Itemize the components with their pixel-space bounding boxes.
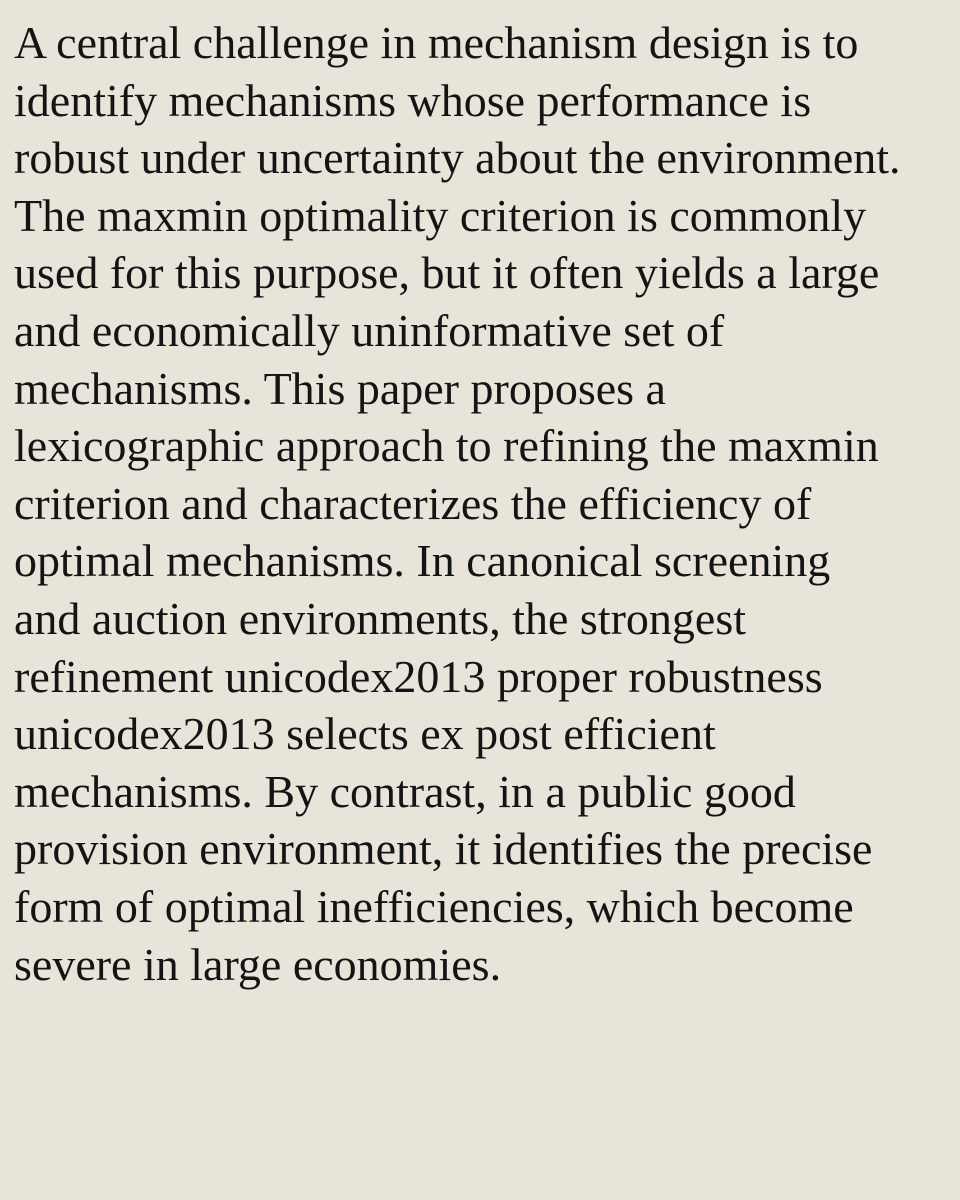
- text-line: and auction environments, the strongest: [14, 592, 747, 644]
- text-line: robust under uncertainty about the environment.: [14, 132, 901, 184]
- text-line: mechanisms. By contrast, in a public good: [14, 765, 796, 817]
- text-line: form of optimal inefficiencies, which become: [14, 880, 854, 932]
- text-line: provision environment, it identifies the precise: [14, 823, 873, 875]
- text-line: A central challenge in mechanism design is to: [14, 17, 859, 68]
- abstract-text: [14, 14, 946, 993]
- text-line: criterion and characterizes the efficiency of: [14, 477, 812, 529]
- text-line: identify mechanisms whose performance is: [14, 74, 812, 126]
- text-line: optimal mechanisms. In canonical screening: [14, 535, 831, 587]
- text-line: unicodex2013 selects ex post efficient: [14, 708, 716, 760]
- text-line: lexicographic approach to refining the maxmin: [14, 420, 879, 472]
- text-line: refinement unicodex2013 proper robustness: [14, 650, 823, 702]
- text-line: and economically uninformative set of: [14, 304, 725, 356]
- text-line: The maxmin optimality criterion is commonly: [14, 189, 867, 241]
- text-line: severe in large economies.: [14, 938, 502, 990]
- text-line: mechanisms. This paper proposes a: [14, 362, 666, 414]
- text-line: used for this purpose, but it often yields a large: [14, 247, 880, 299]
